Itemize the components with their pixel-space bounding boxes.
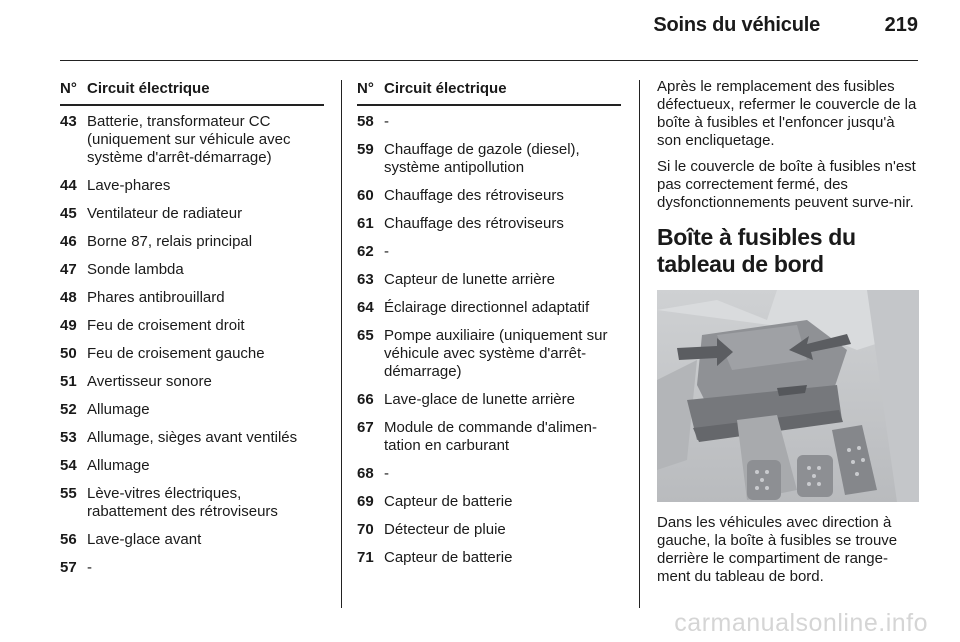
- table-row: [357, 549, 621, 567]
- table-body: [357, 113, 621, 567]
- watermark: carmanualsonline.info: [674, 609, 928, 637]
- fuse-number: 70: [357, 521, 374, 538]
- circuit-description: -: [384, 113, 389, 130]
- circuit-description: Module de commande d'alimen-tation en carburant: [384, 419, 597, 454]
- fuse-number: 45: [60, 205, 77, 222]
- fuse-number: 49: [60, 317, 77, 334]
- column-header-circuit: Circuit électrique: [87, 80, 210, 97]
- circuit-description: -: [384, 243, 389, 260]
- circuit-description: Lave-glace de lunette arrière: [384, 391, 575, 408]
- circuit-description: Allumage: [87, 401, 150, 418]
- fuse-number: 54: [60, 457, 77, 474]
- table-row: [357, 419, 621, 455]
- fuse-number: 57: [60, 559, 77, 576]
- circuit-description: Batterie, transformateur CC (uniquement sur véhicule avec système d'arrêt-démarrage): [87, 113, 291, 166]
- circuit-description: Feu de croisement droit: [87, 317, 245, 334]
- paragraph-fuse-box-location: Dans les véhicules avec direction à gauche, la boîte à fusibles se trouve derrière le compartiment de range-ment du tableau de bord.: [657, 514, 898, 585]
- fuse-number: 69: [357, 493, 374, 510]
- circuit-description: Lave-phares: [87, 177, 171, 194]
- fuse-number: 44: [60, 177, 77, 194]
- table-row: [357, 215, 621, 233]
- section-heading: Boîte à fusibles du tableau de bord: [657, 224, 856, 277]
- circuit-description: Phares antibrouillard: [87, 289, 225, 306]
- table-row: [60, 457, 324, 475]
- table-row: [60, 289, 324, 307]
- table-row: [60, 205, 324, 223]
- circuit-description: Allumage, sièges avant ventilés: [87, 429, 298, 446]
- fuse-table-left: [60, 80, 324, 587]
- table-row: [60, 261, 324, 279]
- table-row: [357, 493, 621, 511]
- table-row: [357, 465, 621, 483]
- fuse-number: 59: [357, 141, 374, 158]
- fuse-number: 58: [357, 113, 374, 130]
- table-row: [60, 485, 324, 521]
- circuit-description: Capteur de batterie: [384, 549, 513, 566]
- column-header-number: N°: [357, 80, 374, 97]
- fuse-number: 61: [357, 215, 374, 232]
- fuse-number: 71: [357, 549, 374, 566]
- table-row: [60, 317, 324, 335]
- table-row: [60, 401, 324, 419]
- circuit-description: Chauffage des rétroviseurs: [384, 187, 564, 204]
- table-row: [357, 113, 621, 131]
- table-row: [357, 243, 621, 261]
- table-row: [60, 429, 324, 447]
- table-row: [357, 187, 621, 205]
- table-row: [60, 531, 324, 549]
- circuit-description: Capteur de batterie: [384, 493, 513, 510]
- paragraph-cover-warning: Si le couvercle de boîte à fusibles n'est pas correctement fermé, des dysfonctionnements peuvent surve-nir.: [657, 158, 916, 211]
- fuse-number: 64: [357, 299, 374, 316]
- circuit-description: Chauffage des rétroviseurs: [384, 215, 564, 232]
- fuse-number: 62: [357, 243, 374, 260]
- fuse-number: 53: [60, 429, 77, 446]
- page-header-title: Soins du véhicule: [653, 14, 820, 36]
- table-body: [60, 113, 324, 577]
- fuse-number: 68: [357, 465, 374, 482]
- table-row: [60, 233, 324, 251]
- table-row: [357, 271, 621, 289]
- table-header: [357, 80, 621, 106]
- fuse-number: 51: [60, 373, 77, 390]
- table-row: [357, 521, 621, 539]
- table-row: [60, 113, 324, 167]
- table-row: [357, 391, 621, 409]
- fuse-number: 63: [357, 271, 374, 288]
- table-row: [357, 327, 621, 381]
- table-row: [357, 299, 621, 317]
- fuse-number: 67: [357, 419, 374, 436]
- column-divider: [341, 80, 342, 608]
- fuse-number: 47: [60, 261, 77, 278]
- circuit-description: Sonde lambda: [87, 261, 184, 278]
- circuit-description: -: [87, 559, 92, 576]
- column-divider: [639, 80, 640, 608]
- circuit-description: Lave-glace avant: [87, 531, 202, 548]
- header-rule: [60, 60, 918, 61]
- fuse-number: 52: [60, 401, 77, 418]
- circuit-description: Détecteur de pluie: [384, 521, 506, 538]
- circuit-description: Capteur de lunette arrière: [384, 271, 555, 288]
- fuse-number: 60: [357, 187, 374, 204]
- circuit-description: Feu de croisement gauche: [87, 345, 265, 362]
- circuit-description: Éclairage directionnel adaptatif: [384, 299, 590, 316]
- fuse-number: 46: [60, 233, 77, 250]
- right-column: [657, 78, 921, 594]
- fuse-box-illustration: [657, 290, 919, 502]
- circuit-description: Borne 87, relais principal: [87, 233, 253, 250]
- table-row: [60, 177, 324, 195]
- circuit-description: Lève-vitres électriques, rabattement des rétroviseurs: [87, 485, 278, 520]
- fuse-number: 43: [60, 113, 77, 130]
- fuse-number: 56: [60, 531, 77, 548]
- column-header-circuit: Circuit électrique: [384, 80, 507, 97]
- fuse-number: 66: [357, 391, 374, 408]
- fuse-number: 65: [357, 327, 374, 344]
- page-number: 219: [884, 14, 918, 36]
- table-header: [60, 80, 324, 106]
- table-row: [60, 559, 324, 577]
- table-row: [357, 141, 621, 177]
- fuse-number: 48: [60, 289, 77, 306]
- fuse-number: 50: [60, 345, 77, 362]
- circuit-description: Avertisseur sonore: [87, 373, 212, 390]
- circuit-description: Pompe auxiliaire (uniquement sur véhicule avec système d'arrêt-démarrage): [384, 327, 608, 380]
- fuse-table-middle: [357, 80, 621, 577]
- column-header-number: N°: [60, 80, 77, 97]
- table-row: [60, 345, 324, 363]
- circuit-description: Allumage: [87, 457, 150, 474]
- fuse-number: 55: [60, 485, 77, 502]
- table-row: [60, 373, 324, 391]
- paragraph-fuse-replacement: Après le remplacement des fusibles défectueux, refermer le couvercle de la boîte à fusibles et l'enfoncer jusqu'à son encliquetage.: [657, 78, 917, 149]
- circuit-description: Ventilateur de radiateur: [87, 205, 243, 222]
- circuit-description: -: [384, 465, 389, 482]
- circuit-description: Chauffage de gazole (diesel), système antipollution: [384, 141, 580, 176]
